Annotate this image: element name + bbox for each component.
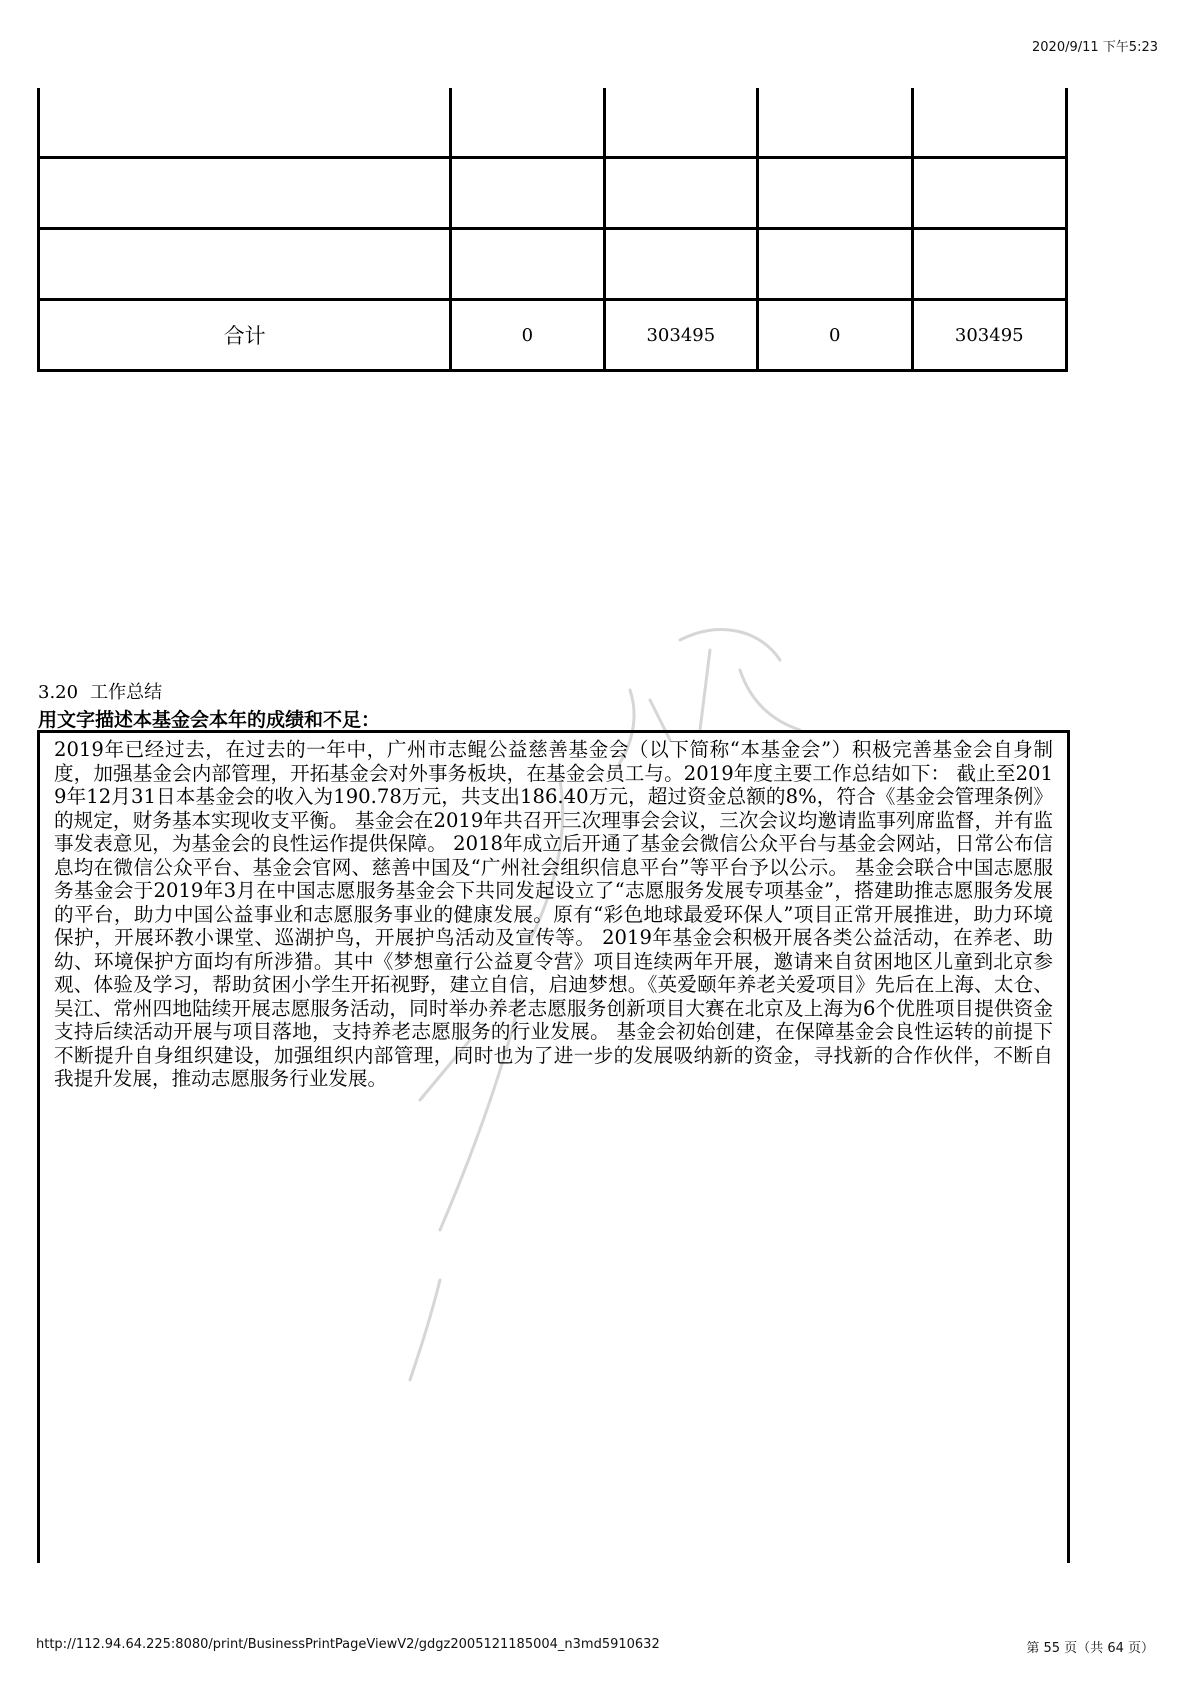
table-cell [912, 158, 1067, 229]
table-cell [451, 88, 604, 158]
section-number: 3.20 [38, 682, 79, 703]
table-cell [451, 229, 604, 300]
section-instruction: 用文字描述本基金会本年的成绩和不足： [38, 709, 381, 731]
section-title: 工作总结 [90, 682, 163, 703]
total-label: 合计 [39, 300, 451, 371]
total-value-2: 303495 [604, 300, 757, 371]
total-value-1: 0 [451, 300, 604, 371]
section-heading [38, 678, 162, 704]
table-row [39, 229, 1067, 300]
total-row [39, 300, 1067, 371]
table-cell [39, 88, 451, 158]
table-cell [758, 158, 912, 229]
totals-table [37, 88, 1068, 372]
table-cell [758, 88, 912, 158]
table-cell [604, 158, 757, 229]
table-cell [451, 158, 604, 229]
table-cell [912, 88, 1067, 158]
print-datetime: 2020/9/11 下午5:23 [1032, 40, 1158, 55]
footer-page-info: 第 55 页（共 64 页） [1026, 1641, 1154, 1656]
table-cell [912, 229, 1067, 300]
table-cell [604, 229, 757, 300]
table-cell [39, 158, 451, 229]
total-value-4: 303495 [912, 300, 1067, 371]
total-value-3: 0 [758, 300, 912, 371]
footer-url: http://112.94.64.225:8080/print/BusinessPrintPageViewV2/gdgz2005121185004_n3md5910632 [36, 1637, 660, 1652]
table-cell [758, 229, 912, 300]
table-row [39, 158, 1067, 229]
summary-text: 2019年已经过去，在过去的一年中，广州市志鲲公益慈善基金会（以下简称“本基金会”）积极完善基金会自身制度，加强基金会内部管理，开拓基金会对外事务板块，在基金会员工与。2019年度主要工作总结如下： 截止至2019年12月31日本基金会的收入为190.78万元，共支出186.40万元，超过资金总额的8%，符合《基金会管理条例》的规定，财务基本实现收支平衡。 基金会在2019年共召开三次理事会会议，三次会议均邀请监事列席监督，并有监事发表意见，为基金会的良性运作提供保障。 2018年成立后开通了基金会微信公众平台与基金会网站，日常公布信息均在微信公众平台、基金会官网、慈善中国及“广州社会组织信息平台”等平台予以公示。 基金会联合中国志愿服务基金会于2019年3月在中国志愿服务基金会下共同发起设立了“志愿服务发展专项基金”，搭建助推志愿服务发展的平台，助力中国公益事业和志愿服务事业的健康发展。原有“彩色地球最爱环保人”项目正常开展推进，助力环境保护，开展环教小课堂、巡湖护鸟，开展护鸟活动及宣传等。 2019年基金会积极开展各类公益活动，在养老、助幼、环境保护方面均有所涉猎。其中《梦想童行公益夏令营》项目连续两年开展，邀请来自贫困地区儿童到北京参观、体验及学习，帮助贫困小学生开拓视野，建立自信，启迪梦想。《英爱颐年养老关爱项目》先后在上海、太仓、吴江、常州四地陆续开展志愿服务活动，同时举办养老志愿服务创新项目大赛在北京及上海为6个优胜项目提供资金支持后续活动开展与项目落地，支持养老志愿服务的行业发展。 基金会初始创建，在保障基金会良性运转的前提下不断提升自身组织建设，加强组织内部管理，同时也为了进一步的发展吸纳新的资金，寻找新的合作伙伴，不断自我提升发展，推动志愿服务行业发展。 [54, 738, 1053, 1090]
summary-box [37, 730, 1070, 1563]
table-row [39, 88, 1067, 158]
table-cell [604, 88, 757, 158]
table-cell [39, 229, 451, 300]
